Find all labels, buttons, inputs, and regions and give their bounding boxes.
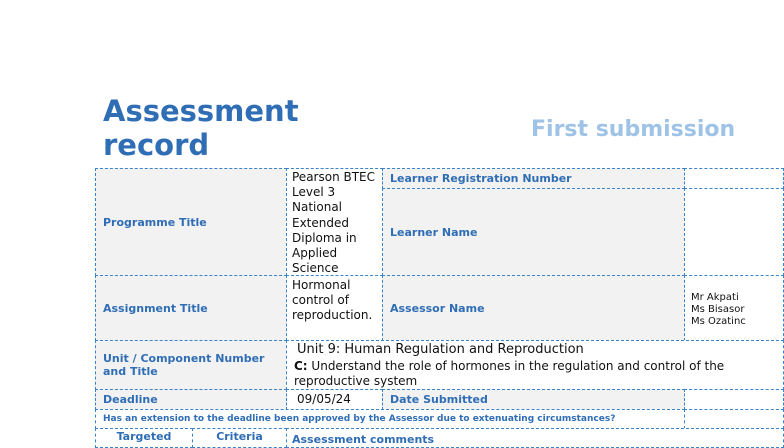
date-submitted-field[interactable] (684, 389, 784, 410)
extension-question: Has an extension to the deadline been approved by the Assessor due to extenuating circumstances? (95, 409, 685, 429)
title-line-2: record (103, 128, 210, 162)
assignment-title-value: Hormonal control of reproduction. (286, 275, 383, 341)
assessor-name: Ms Ozatinc (691, 316, 746, 327)
submission-status: First submission (531, 117, 736, 142)
page-title (103, 94, 299, 162)
title-line-1: Assessment (103, 94, 299, 128)
unit-objective (287, 358, 783, 389)
unit-objective-text: Understand the role of hormones in the regulation and control of the reproductive system (294, 359, 725, 388)
learner-registration-field[interactable] (684, 168, 784, 189)
assessment-comments-header: Assessment comments (286, 428, 784, 448)
criteria-header: Criteria (192, 428, 287, 448)
targeted-header: Targeted (95, 428, 193, 448)
programme-title-value: Pearson BTEC Level 3 National Extended Diploma in Applied Science (286, 168, 383, 276)
deadline-label: Deadline (95, 389, 287, 410)
assessor-names (684, 275, 784, 341)
unit-details (286, 340, 784, 390)
learner-name-field[interactable] (684, 188, 784, 276)
assignment-title-label: Assignment Title (95, 275, 287, 341)
assessor-name-label: Assessor Name (382, 275, 685, 341)
date-submitted-label: Date Submitted (382, 389, 685, 410)
unit-objective-code: C: (294, 359, 308, 373)
assessor-name: Mr Akpati (691, 292, 739, 303)
unit-title: Unit 9: Human Regulation and Reproduction (297, 342, 584, 357)
learner-name-label: Learner Name (382, 188, 685, 276)
deadline-value: 09/05/24 (286, 389, 383, 410)
extension-answer-field[interactable] (684, 409, 784, 429)
assessor-name: Ms Bisasor (691, 304, 745, 315)
learner-registration-label: Learner Registration Number (382, 168, 685, 189)
programme-title-label: Programme Title (95, 168, 287, 276)
unit-label: Unit / Component Number and Title (95, 340, 287, 390)
